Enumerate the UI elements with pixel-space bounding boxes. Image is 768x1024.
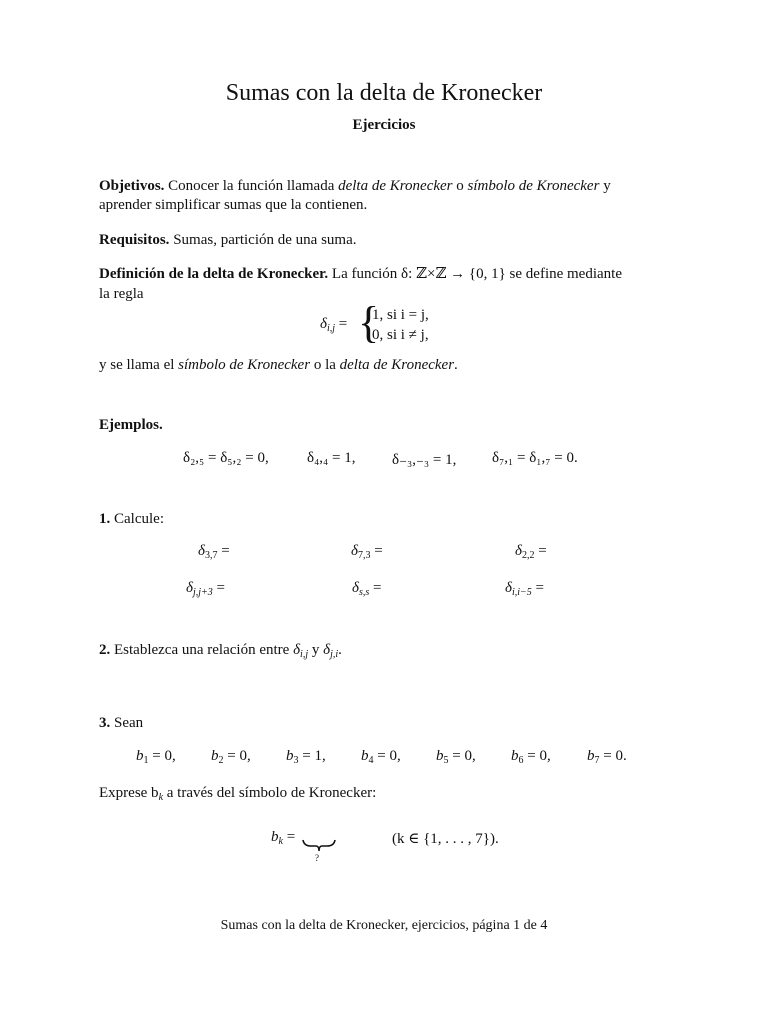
objetivos-text-2: o	[452, 178, 468, 194]
case-2: 0, si i ≠ j,	[372, 327, 429, 343]
underbrace-question: ?	[315, 853, 319, 863]
delta-subscript: 7,3	[357, 550, 371, 561]
underbrace-icon	[302, 838, 336, 854]
page-footer: Sumas con la delta de Kronecker, ejercicios, página 1 de 4	[220, 918, 548, 933]
definicion-line-2: la regla	[99, 286, 144, 302]
ex3-number: 3.	[99, 715, 111, 731]
b-subscript: 7	[594, 755, 600, 766]
ex1-heading	[99, 509, 164, 529]
b-symbol: b	[211, 748, 219, 764]
ejemplo-2: δ₄,₄ = 1,	[307, 450, 356, 466]
b-subscript: 6	[518, 755, 524, 766]
b-value: = 0,	[373, 748, 401, 764]
b-value-1	[136, 748, 176, 766]
b-value: = 0,	[223, 748, 251, 764]
ex1-cell-2	[351, 543, 383, 561]
after-text-1: y se llama el	[99, 357, 179, 373]
b-subscript: 5	[443, 755, 449, 766]
delta-subscript: j,i	[330, 649, 339, 660]
definicion-lhs	[320, 316, 347, 334]
delta-symbol: δ	[293, 642, 301, 658]
after-text-3: .	[454, 357, 458, 373]
delta-symbol: δ	[505, 580, 512, 596]
delta-symbol: δ	[323, 642, 331, 658]
ex2-mid: y	[308, 642, 324, 658]
ex1-cell-6	[505, 580, 544, 598]
express-rest: a través del símbolo de Kronecker:	[163, 785, 377, 801]
delta-symbol: δ	[352, 580, 359, 596]
equals: =	[282, 829, 296, 845]
b-value-6	[511, 748, 551, 766]
after-text-2: o la	[310, 357, 340, 373]
delta-symbol: δ	[320, 316, 327, 332]
bk-domain: (k ∈ {1, . . . , 7}).	[392, 831, 499, 847]
ex2	[99, 640, 342, 665]
requisitos-label: Requisitos.	[99, 232, 170, 248]
ex2-number: 2.	[99, 642, 111, 658]
b-symbol: b	[136, 748, 144, 764]
objetivos-text-3: y	[599, 178, 611, 194]
delta-subscript: i,j	[300, 649, 309, 660]
b-subscript: 1	[143, 755, 149, 766]
ejemplo-3: δ₋₃,₋₃ = 1,	[392, 452, 457, 468]
case-1: 1, si i = j,	[372, 307, 429, 323]
delta-subscript: i,i−5	[511, 587, 532, 598]
ex1-cell-4	[186, 580, 225, 598]
b-value-2	[211, 748, 251, 766]
definicion-line-1	[99, 264, 622, 284]
b-symbol: b	[587, 748, 595, 764]
objetivos-line-1	[99, 176, 611, 196]
definicion-label: Definición de la delta de Kronecker.	[99, 266, 329, 282]
definicion-after	[99, 355, 458, 375]
delta-subscript: 3,7	[204, 550, 218, 561]
ex1-text: Calcule:	[110, 511, 164, 527]
bk-symbol: b	[271, 829, 279, 845]
delta-symbol: δ	[198, 543, 205, 559]
requisitos-text: Sumas, partición de una suma.	[169, 232, 357, 248]
bk-subscript: k	[278, 836, 283, 847]
requisitos	[99, 230, 356, 250]
equals: =	[217, 543, 230, 559]
b-symbol: b	[511, 748, 519, 764]
objetivos-text-1: Conocer la función llamada	[164, 178, 339, 194]
equals: =	[369, 580, 382, 596]
b-value-7	[587, 748, 627, 766]
delta-subscript: s,s	[358, 587, 370, 598]
objetivos-line-2: aprender simplificar sumas que la contienen.	[99, 197, 368, 213]
ex1-cell-1	[198, 543, 230, 561]
ejemplo-1: δ₂,₅ = δ₅,₂ = 0,	[183, 450, 269, 466]
delta-symbol: δ	[515, 543, 522, 559]
ex2-end: .	[338, 642, 342, 658]
b-value-3	[286, 748, 326, 766]
b-value: = 0,	[448, 748, 476, 764]
ex1-number: 1.	[99, 511, 111, 527]
equals: =	[531, 580, 545, 596]
b-value: = 0,	[148, 748, 176, 764]
cases-brace: {	[358, 298, 380, 347]
delta-subscript: 2,2	[521, 550, 535, 561]
b-value-5	[436, 748, 476, 766]
b-symbol: b	[286, 748, 294, 764]
ex1-cell-5	[352, 580, 382, 598]
express-text: Exprese b	[99, 785, 159, 801]
objetivos-italic-1: delta de Kronecker	[338, 178, 453, 194]
delta-subscript: i,j	[326, 323, 336, 334]
ejemplo-4: δ₇,₁ = δ₁,₇ = 0.	[492, 450, 578, 466]
equals: =	[212, 580, 226, 596]
definicion-text: La función δ: ℤ×ℤ → {0, 1} se define mediante	[328, 266, 622, 282]
b-symbol: b	[361, 748, 369, 764]
ejemplos-label: Ejemplos.	[99, 417, 163, 433]
page-subtitle: Ejercicios	[352, 117, 416, 133]
express-subscript: k	[158, 792, 164, 803]
page-title: Sumas con la delta de Kronecker	[225, 80, 543, 106]
b-value: = 0.	[599, 748, 627, 764]
equals: =	[335, 316, 348, 332]
objetivos-label: Objetivos.	[99, 178, 165, 194]
b-symbol: b	[436, 748, 444, 764]
ex2-text: Establezca una relación entre	[110, 642, 294, 658]
b-subscript: 2	[218, 755, 224, 766]
b-value: = 0,	[523, 748, 551, 764]
b-value-4	[361, 748, 401, 766]
delta-symbol: δ	[186, 580, 193, 596]
ex3-text: Sean	[110, 715, 144, 731]
after-italic-2: delta de Kronecker	[339, 357, 455, 373]
equals: =	[370, 543, 383, 559]
b-value: = 1,	[298, 748, 326, 764]
b-subscript: 3	[293, 755, 299, 766]
objetivos-italic-2: símbolo de Kronecker	[467, 178, 600, 194]
b-subscript: 4	[368, 755, 374, 766]
ex3-express	[99, 783, 376, 808]
ex3-heading	[99, 713, 143, 733]
after-italic-1: símbolo de Kronecker	[178, 357, 311, 373]
ex1-cell-3	[515, 543, 547, 561]
delta-subscript: j,j+3	[192, 587, 213, 598]
bk-equation	[271, 829, 295, 847]
equals: =	[534, 543, 547, 559]
delta-symbol: δ	[351, 543, 358, 559]
